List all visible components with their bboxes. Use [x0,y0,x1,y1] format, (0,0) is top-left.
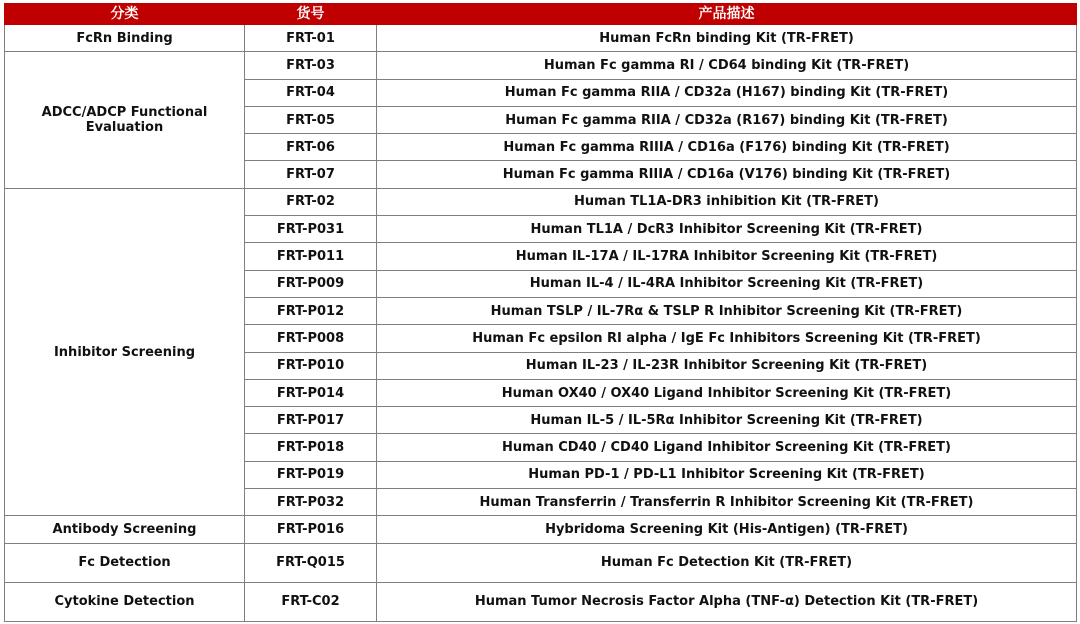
product-code-cell: FRT-04 [245,79,377,106]
product-code-cell: FRT-Q015 [245,543,377,582]
table-row [5,52,1077,79]
product-code-cell: FRT-P031 [245,216,377,243]
product-description-cell: Human OX40 / OX40 Ligand Inhibitor Screening Kit (TR-FRET) [377,379,1077,406]
header-category: 分类 [5,4,245,25]
product-code-cell: FRT-01 [245,25,377,52]
product-table [4,3,1077,622]
header-code: 货号 [245,4,377,25]
category-cell: Cytokine Detection [5,582,245,621]
table-row [5,25,1077,52]
product-description-cell: Human IL-5 / IL-5Rα Inhibitor Screening Kit (TR-FRET) [377,407,1077,434]
product-description-cell: Human TL1A-DR3 inhibition Kit (TR-FRET) [377,188,1077,215]
category-cell: FcRn Binding [5,25,245,52]
product-description-cell: Human Fc gamma RI / CD64 binding Kit (TR-FRET) [377,52,1077,79]
product-code-cell: FRT-02 [245,188,377,215]
product-code-cell: FRT-P014 [245,379,377,406]
product-table-body [5,25,1077,622]
product-description-cell: Human Tumor Necrosis Factor Alpha (TNF-α) Detection Kit (TR-FRET) [377,582,1077,621]
product-description-cell: Human Fc epsilon RI alpha / IgE Fc Inhibitors Screening Kit (TR-FRET) [377,325,1077,352]
product-description-cell: Hybridoma Screening Kit (His-Antigen) (TR-FRET) [377,516,1077,543]
product-description-cell: Human Fc gamma RIIIA / CD16a (V176) binding Kit (TR-FRET) [377,161,1077,188]
product-description-cell: Human FcRn binding Kit (TR-FRET) [377,25,1077,52]
product-description-cell: Human IL-23 / IL-23R Inhibitor Screening Kit (TR-FRET) [377,352,1077,379]
category-cell: Inhibitor Screening [5,188,245,516]
product-code-cell: FRT-06 [245,134,377,161]
product-code-cell: FRT-P016 [245,516,377,543]
table-row [5,543,1077,582]
product-code-cell: FRT-07 [245,161,377,188]
product-code-cell: FRT-P032 [245,489,377,516]
product-code-cell: FRT-P011 [245,243,377,270]
product-description-cell: Human Transferrin / Transferrin R Inhibitor Screening Kit (TR-FRET) [377,489,1077,516]
table-row [5,516,1077,543]
product-table-container [4,3,1076,622]
product-description-cell: Human PD-1 / PD-L1 Inhibitor Screening Kit (TR-FRET) [377,461,1077,488]
category-cell: Fc Detection [5,543,245,582]
product-code-cell: FRT-03 [245,52,377,79]
product-description-cell: Human CD40 / CD40 Ligand Inhibitor Screening Kit (TR-FRET) [377,434,1077,461]
product-code-cell: FRT-C02 [245,582,377,621]
product-code-cell: FRT-P012 [245,297,377,324]
product-code-cell: FRT-P008 [245,325,377,352]
product-description-cell: Human TL1A / DcR3 Inhibitor Screening Kit (TR-FRET) [377,216,1077,243]
product-description-cell: Human Fc gamma RIIIA / CD16a (F176) binding Kit (TR-FRET) [377,134,1077,161]
header-description: 产品描述 [377,4,1077,25]
product-description-cell: Human Fc gamma RIIA / CD32a (H167) binding Kit (TR-FRET) [377,79,1077,106]
product-code-cell: FRT-05 [245,106,377,133]
product-description-cell: Human IL-17A / IL-17RA Inhibitor Screening Kit (TR-FRET) [377,243,1077,270]
product-code-cell: FRT-P010 [245,352,377,379]
product-code-cell: FRT-P019 [245,461,377,488]
table-row [5,188,1077,215]
product-description-cell: Human TSLP / IL-7Rα & TSLP R Inhibitor Screening Kit (TR-FRET) [377,297,1077,324]
table-row [5,582,1077,621]
product-description-cell: Human Fc Detection Kit (TR-FRET) [377,543,1077,582]
product-code-cell: FRT-P018 [245,434,377,461]
product-code-cell: FRT-P017 [245,407,377,434]
product-description-cell: Human IL-4 / IL-4RA Inhibitor Screening Kit (TR-FRET) [377,270,1077,297]
category-cell: ADCC/ADCP Functional Evaluation [5,52,245,188]
header-row [5,4,1077,25]
product-code-cell: FRT-P009 [245,270,377,297]
product-description-cell: Human Fc gamma RIIA / CD32a (R167) binding Kit (TR-FRET) [377,106,1077,133]
category-cell: Antibody Screening [5,516,245,543]
